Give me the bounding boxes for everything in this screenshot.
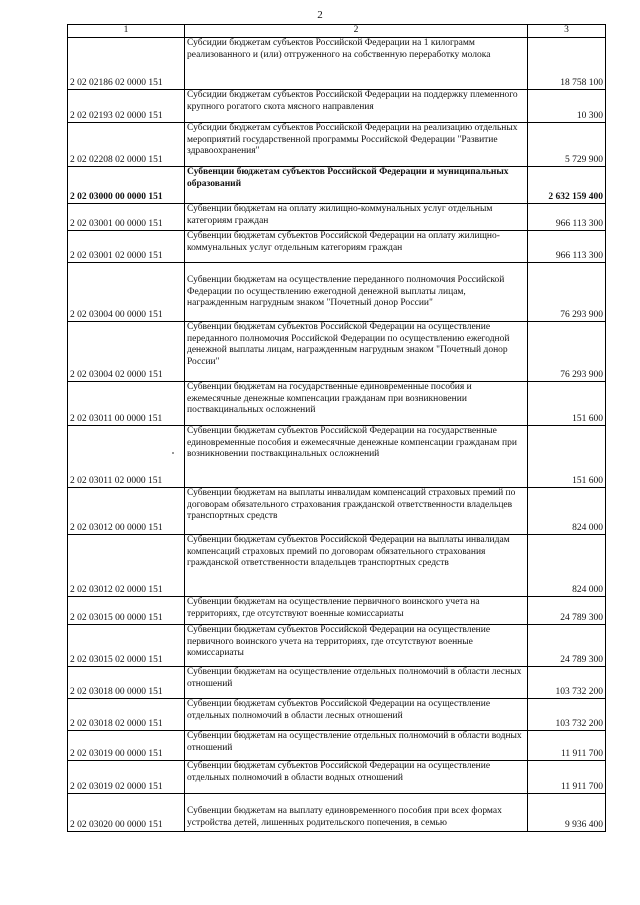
- amount: 18 758 100: [528, 38, 606, 90]
- amount: 76 293 900: [528, 263, 606, 322]
- budget-code: 2 02 02193 02 0000 151: [68, 90, 185, 123]
- page-number: 2: [317, 9, 323, 21]
- amount: 966 113 300: [528, 204, 606, 231]
- amount: 103 732 200: [528, 667, 606, 699]
- budget-code: 2 02 03019 02 0000 151: [68, 761, 185, 794]
- table-row: [68, 90, 606, 123]
- column-number-2: 2: [185, 25, 528, 38]
- table-row: [68, 761, 606, 794]
- revenue-description: Субвенции бюджетам на осуществление отдельных полномочий в области водных отношений: [185, 731, 528, 761]
- budget-code: 2 02 03015 02 0000 151: [68, 625, 185, 667]
- amount: 76 293 900: [528, 322, 606, 382]
- revenue-description: Субвенции бюджетам субъектов Российской Федерации на осуществление отдельных полномочий в области водных отношений: [185, 761, 528, 794]
- budget-code: 2 02 03011 00 0000 151: [68, 382, 185, 426]
- revenue-description: Субвенции бюджетам на выплату единовременного пособия при всех формах устройства детей, лишенных родительского попечения, в семью: [185, 794, 528, 832]
- revenue-description: Субвенции бюджетам на выплаты инвалидам компенсаций страховых премий по договорам обязательного страхования гражданской ответственности владельцев транспортных средств: [185, 488, 528, 535]
- amount: 10 300: [528, 90, 606, 123]
- amount: 5 729 900: [528, 123, 606, 167]
- table-row: [68, 597, 606, 625]
- amount: 151 600: [528, 426, 606, 488]
- amount: 103 732 200: [528, 699, 606, 731]
- budget-code: 2 02 03001 02 0000 151: [68, 231, 185, 263]
- amount: 966 113 300: [528, 231, 606, 263]
- amount: 9 936 400: [528, 794, 606, 832]
- revenue-description: Субвенции бюджетам на осуществление переданного полномочия Российской Федерации по осуществлению ежегодной денежной выплаты лицам, награжденным нагрудным знаком "Почетный донор России": [185, 263, 528, 322]
- column-number-1: 1: [68, 25, 185, 38]
- budget-code: 2 02 03012 02 0000 151: [68, 535, 185, 597]
- table-row: [68, 699, 606, 731]
- budget-code: 2 02 03000 00 0000 151: [68, 167, 185, 204]
- amount: 824 000: [528, 488, 606, 535]
- amount: 151 600: [528, 382, 606, 426]
- budget-code: 2 02 03018 02 0000 151: [68, 699, 185, 731]
- column-number-3: 3: [528, 25, 606, 38]
- budget-code: 2 02 03018 00 0000 151: [68, 667, 185, 699]
- budget-code: 2 02 02186 02 0000 151: [68, 38, 185, 90]
- table-row: [68, 535, 606, 597]
- revenue-description: Субвенции бюджетам на оплату жилищно-коммунальных услуг отдельным категориям граждан: [185, 204, 528, 231]
- revenue-description: Субсидии бюджетам субъектов Российской Федерации на поддержку племенного крупного рогатого скота мясного направления: [185, 90, 528, 123]
- revenue-description: Субсидии бюджетам субъектов Российской Федерации на 1 килограмм реализованного и (или) отгруженного на собственную переработку молока: [185, 38, 528, 90]
- table-row: [68, 263, 606, 322]
- budget-table: [67, 24, 606, 832]
- table-row: [68, 794, 606, 832]
- amount: 11 911 700: [528, 761, 606, 794]
- revenue-description: Субвенции бюджетам на государственные единовременные пособия и ежемесячные денежные компенсации гражданам при возникновении поствакцинальных осложнений: [185, 382, 528, 426]
- table-row: [68, 322, 606, 382]
- table-row: [68, 731, 606, 761]
- table-row: [68, 667, 606, 699]
- table-body: [68, 38, 606, 832]
- revenue-description: Субвенции бюджетам на осуществление отдельных полномочий в области лесных отношений: [185, 667, 528, 699]
- column-number-row: [68, 25, 606, 38]
- revenue-description: Субвенции бюджетам субъектов Российской Федерации на осуществление первичного воинского учета на территориях, где отсутствуют военные комиссариаты: [185, 625, 528, 667]
- budget-code: 2 02 03020 00 0000 151: [68, 794, 185, 832]
- revenue-description: Субвенции бюджетам субъектов Российской Федерации на осуществление отдельных полномочий в области лесных отношений: [185, 699, 528, 731]
- budget-code: 2 02 03012 00 0000 151: [68, 488, 185, 535]
- table-row: [68, 231, 606, 263]
- amount: 24 789 300: [528, 597, 606, 625]
- budget-code: 2 02 03015 00 0000 151: [68, 597, 185, 625]
- amount: 2 632 159 400: [528, 167, 606, 204]
- amount: 824 000: [528, 535, 606, 597]
- table-row: [68, 488, 606, 535]
- table-row: [68, 625, 606, 667]
- table-row: [68, 123, 606, 167]
- revenue-description: Субсидии бюджетам субъектов Российской Федерации на реализацию отдельных мероприятий государственной программы Российской Федерации "Развитие здравоохранения": [185, 123, 528, 167]
- revenue-description: Субвенции бюджетам субъектов Российской Федерации на государственные единовременные пособия и ежемесячные денежные компенсации гражданам при возникновении поствакцинальных осложнений: [185, 426, 528, 488]
- budget-code: 2 02 02208 02 0000 151: [68, 123, 185, 167]
- budget-code: 2 02 03004 02 0000 151: [68, 322, 185, 382]
- budget-code: 2 02 03011 02 0000 151: [68, 426, 185, 488]
- revenue-description: Субвенции бюджетам субъектов Российской Федерации и муниципальных образований: [185, 167, 528, 204]
- revenue-description: Субвенции бюджетам субъектов Российской Федерации на оплату жилищно-коммунальных услуг отдельным категориям граждан: [185, 231, 528, 263]
- budget-code: 2 02 03001 00 0000 151: [68, 204, 185, 231]
- revenue-description: Субвенции бюджетам субъектов Российской Федерации на выплаты инвалидам компенсаций страховых премий по договорам обязательного страхования гражданской ответственности владельцев транспортных средств: [185, 535, 528, 597]
- amount: 11 911 700: [528, 731, 606, 761]
- table-row: [68, 167, 606, 204]
- revenue-description: Субвенции бюджетам субъектов Российской Федерации на осуществление переданного полномочия Российской Федерации по осуществлению ежегодной денежной выплаты лицам, награжденным нагрудным знаком "Почетный донор России": [185, 322, 528, 382]
- budget-code: 2 02 03004 00 0000 151: [68, 263, 185, 322]
- table-row: [68, 382, 606, 426]
- table-row: [68, 204, 606, 231]
- table-row: [68, 426, 606, 488]
- table-row: [68, 38, 606, 90]
- revenue-description: Субвенции бюджетам на осуществление первичного воинского учета на территориях, где отсутствуют военные комиссариаты: [185, 597, 528, 625]
- scan-speck: [172, 452, 174, 454]
- amount: 24 789 300: [528, 625, 606, 667]
- budget-code: 2 02 03019 00 0000 151: [68, 731, 185, 761]
